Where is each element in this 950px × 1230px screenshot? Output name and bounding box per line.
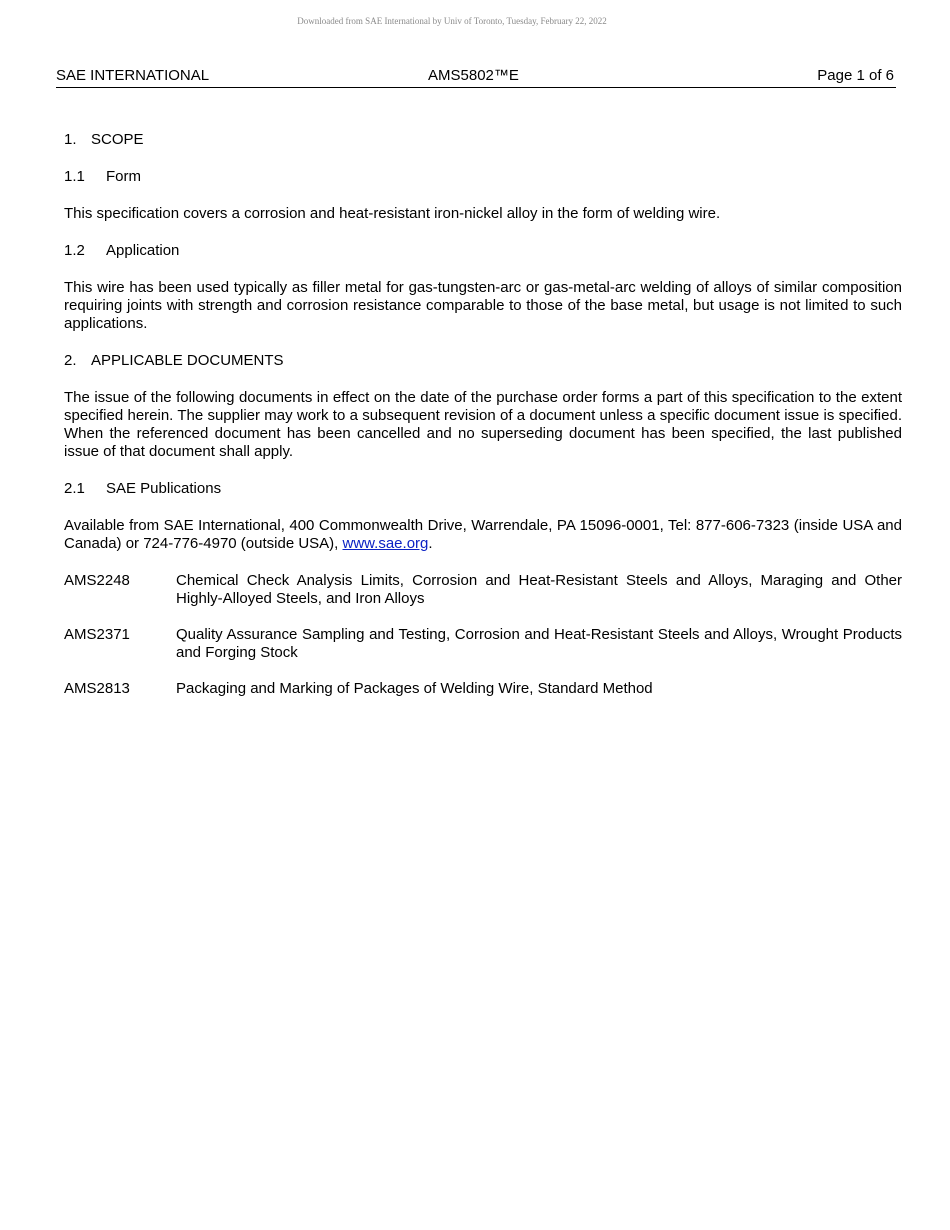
applicable-documents-paragraph: The issue of the following documents in effect on the date of the purchase order forms a part of this specification to the extent specified herein. The supplier may work to a subsequent revision of a document unless a specific document issue is specified. When the referenced document has been cancelled and no superseding document has been specified, the last published issue of that document shall apply.: [64, 389, 902, 460]
availability-text: Available from SAE International, 400 Commonwealth Drive, Warrendale, PA 15096-0001, Tel: 877-606-7323 (inside USA and Canada) or 724-776-4970 (outside USA),: [64, 517, 902, 552]
page-header: [56, 66, 896, 88]
form-paragraph: This specification covers a corrosion and heat-resistant iron-nickel alloy in the form of welding wire.: [64, 205, 721, 222]
subsection-number: 1.1: [64, 168, 85, 185]
document-body: [64, 131, 902, 716]
availability-text-end: .: [428, 535, 433, 552]
subsection-sae-publications-heading: [64, 480, 902, 498]
document-list-item: [64, 680, 902, 698]
document-title: Packaging and Marking of Packages of Welding Wire, Standard Method: [176, 680, 653, 697]
subsection-title: SAE Publications: [106, 480, 222, 497]
section-number: 1.: [64, 131, 77, 148]
section-applicable-documents-heading: [64, 352, 902, 370]
document-code: AMS2813: [64, 680, 130, 697]
document-title: Chemical Check Analysis Limits, Corrosion and Heat-Resistant Steels and Alloys, Maraging and Other Highly-Alloyed Steels, and Iron Alloys: [176, 572, 902, 607]
document-list-item: [64, 572, 902, 608]
subsection-title: Application: [106, 242, 180, 259]
application-paragraph: This wire has been used typically as filler metal for gas-tungsten-arc or gas-metal-arc welding of alloys of similar composition requiring joints with strength and corrosion resistance comparable to those of the base metal, but usage is not limited to such applications.: [64, 279, 902, 332]
subsection-application-heading: [64, 242, 902, 260]
sae-website-link[interactable]: www.sae.org: [342, 535, 429, 552]
document-title: Quality Assurance Sampling and Testing, Corrosion and Heat-Resistant Steels and Alloys, Wrought Products and Forging Stock: [176, 626, 902, 661]
subsection-number: 2.1: [64, 480, 85, 497]
sae-publications-paragraph: [64, 517, 902, 553]
document-code: AMS2248: [64, 572, 130, 589]
header-page-number: Page 1 of 6: [817, 67, 894, 84]
header-document-number: AMS5802™E: [428, 67, 519, 84]
section-scope-heading: [64, 131, 902, 149]
subsection-number: 1.2: [64, 242, 85, 259]
section-number: 2.: [64, 352, 77, 369]
subsection-title: Form: [106, 168, 141, 185]
header-organization: SAE INTERNATIONAL: [56, 67, 210, 84]
document-code: AMS2371: [64, 626, 130, 643]
section-title: SCOPE: [91, 131, 144, 148]
document-list-item: [64, 626, 902, 662]
download-watermark: Downloaded from SAE International by Univ of Toronto, Tuesday, February 22, 2022: [297, 16, 607, 26]
section-title: APPLICABLE DOCUMENTS: [91, 352, 284, 369]
subsection-form-heading: [64, 168, 902, 186]
